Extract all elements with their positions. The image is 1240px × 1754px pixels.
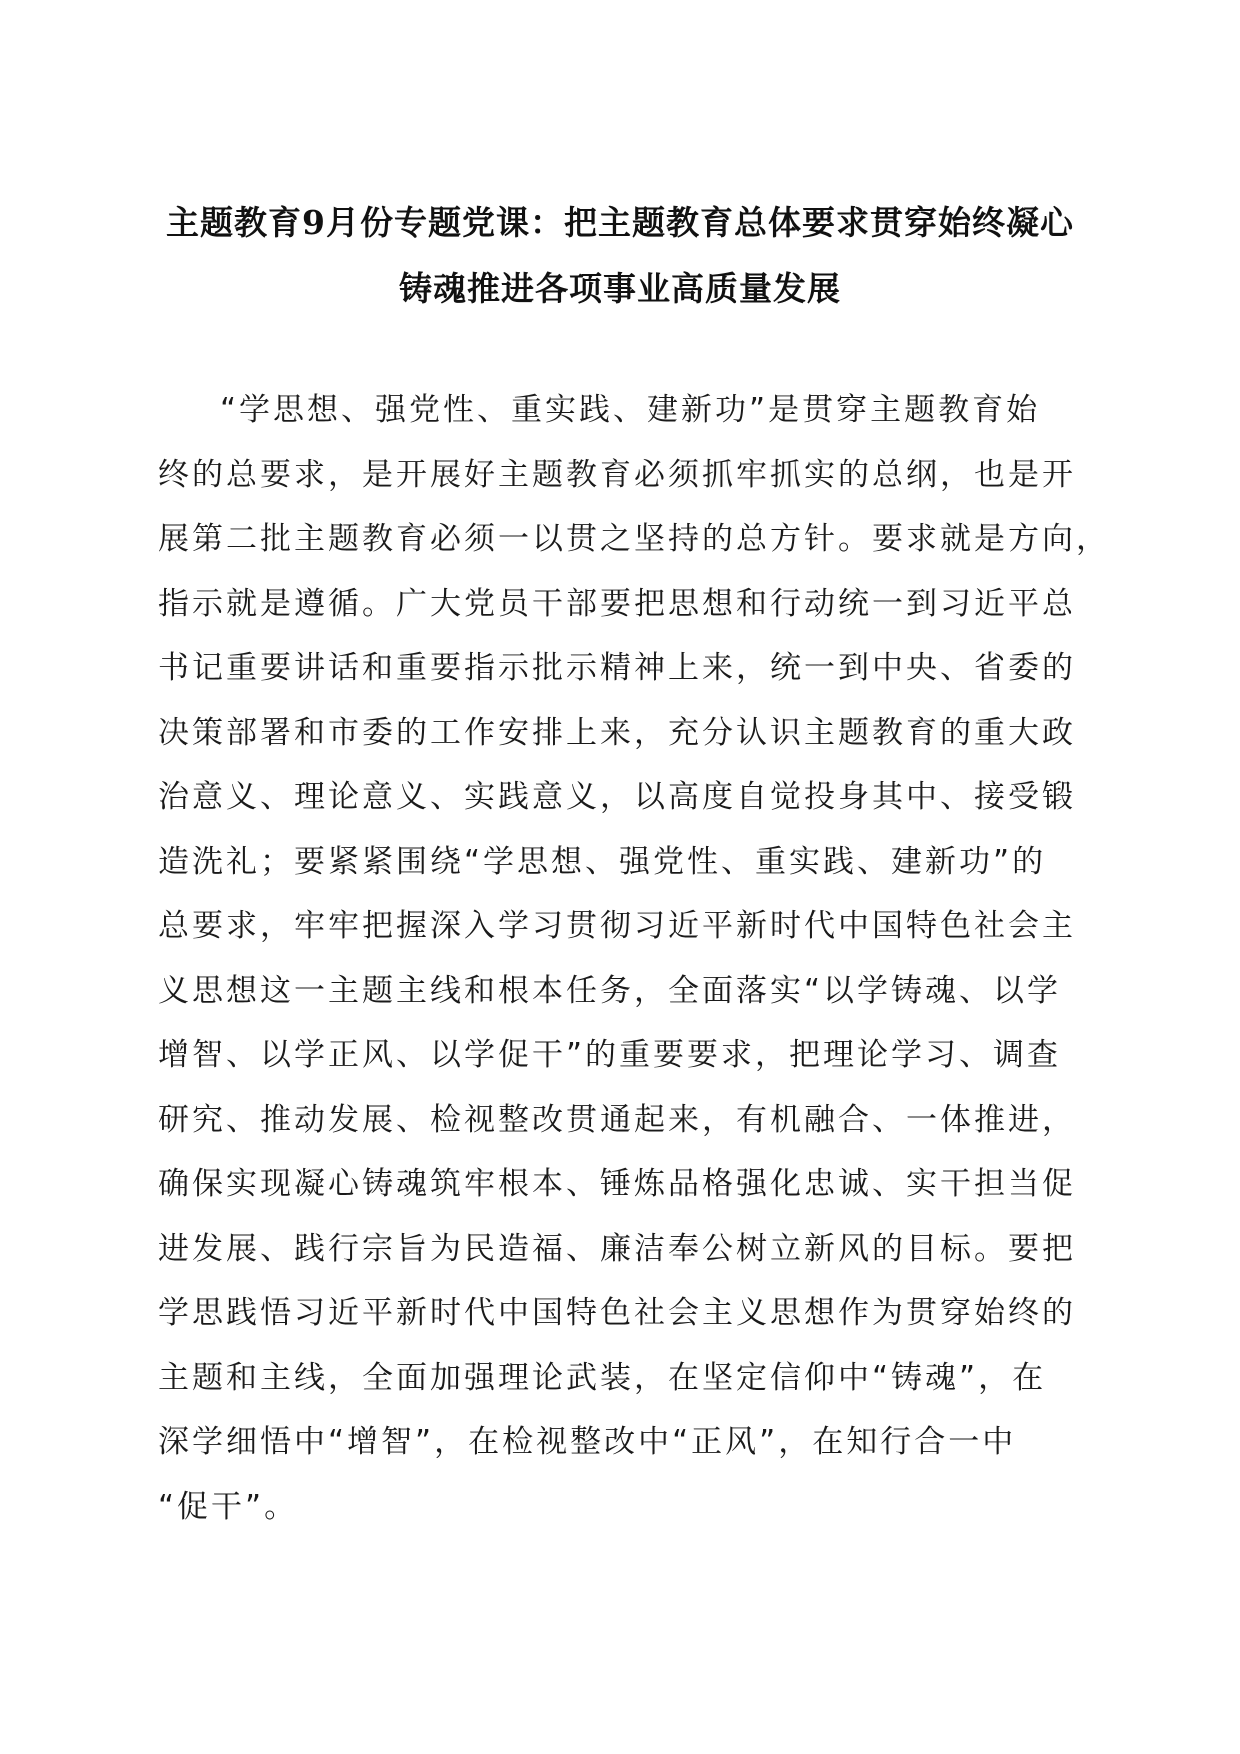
paragraph-line: “促干”。 [158, 1488, 299, 1525]
paragraph-line: 进发展、践行宗旨为民造福、廉洁奉公树立新风的目标。要把 [158, 1230, 1076, 1267]
paragraph-line: 研究、推动发展、检视整改贯通起来，有机融合、一体推进， [158, 1101, 1076, 1138]
paragraph-line: 指示就是遵循。广大党员干部要把思想和行动统一到习近平总 [158, 585, 1076, 622]
paragraph-line: 主题和主线，全面加强理论武装，在坚定信仰中“铸魂”，在 [158, 1359, 1047, 1396]
paragraph-line: 治意义、理论意义、实践意义，以高度自觉投身其中、接受锻 [158, 779, 1076, 815]
paragraph-line: “学思想、强党性、重实践、建新功”是贯穿主题教育始 [220, 392, 1041, 428]
paragraph-line: 造洗礼；要紧紧围绕“学思想、强党性、重实践、建新功”的 [158, 843, 1047, 880]
body-paragraph [158, 378, 1110, 1539]
paragraph-line: 决策部署和市委的工作安排上来，充分认识主题教育的重大政 [158, 714, 1076, 751]
title-line-1: 主题教育9月份专题党课：把主题教育总体要求贯穿始终凝心 [166, 203, 1074, 242]
paragraph-line: 终的总要求，是开展好主题教育必须抓牢抓实的总纲，也是开 [158, 456, 1076, 493]
paragraph-line: 增智、以学正风、以学促干”的重要要求，把理论学习、调查 [158, 1037, 1062, 1073]
paragraph-line: 展第二批主题教育必须一以贯之坚持的总方针。要求就是方向， [158, 521, 1110, 557]
title-line-2: 铸魂推进各项事业高质量发展 [399, 269, 841, 308]
paragraph-line: 义思想这一主题主线和根本任务，全面落实“以学铸魂、以学 [158, 972, 1062, 1009]
paragraph-line: 深学细悟中“增智”，在检视整改中“正风”，在知行合一中 [158, 1424, 1017, 1460]
paragraph-line: 学思践悟习近平新时代中国特色社会主义思想作为贯穿始终的 [158, 1295, 1076, 1331]
paragraph-line: 总要求，牢牢把握深入学习贯彻习近平新时代中国特色社会主 [158, 908, 1076, 944]
paragraph-line: 书记重要讲话和重要指示批示精神上来，统一到中央、省委的 [158, 650, 1076, 686]
paragraph-line: 确保实现凝心铸魂筑牢根本、锤炼品格强化忠诚、实干担当促 [158, 1166, 1076, 1202]
document-title [140, 190, 1100, 322]
